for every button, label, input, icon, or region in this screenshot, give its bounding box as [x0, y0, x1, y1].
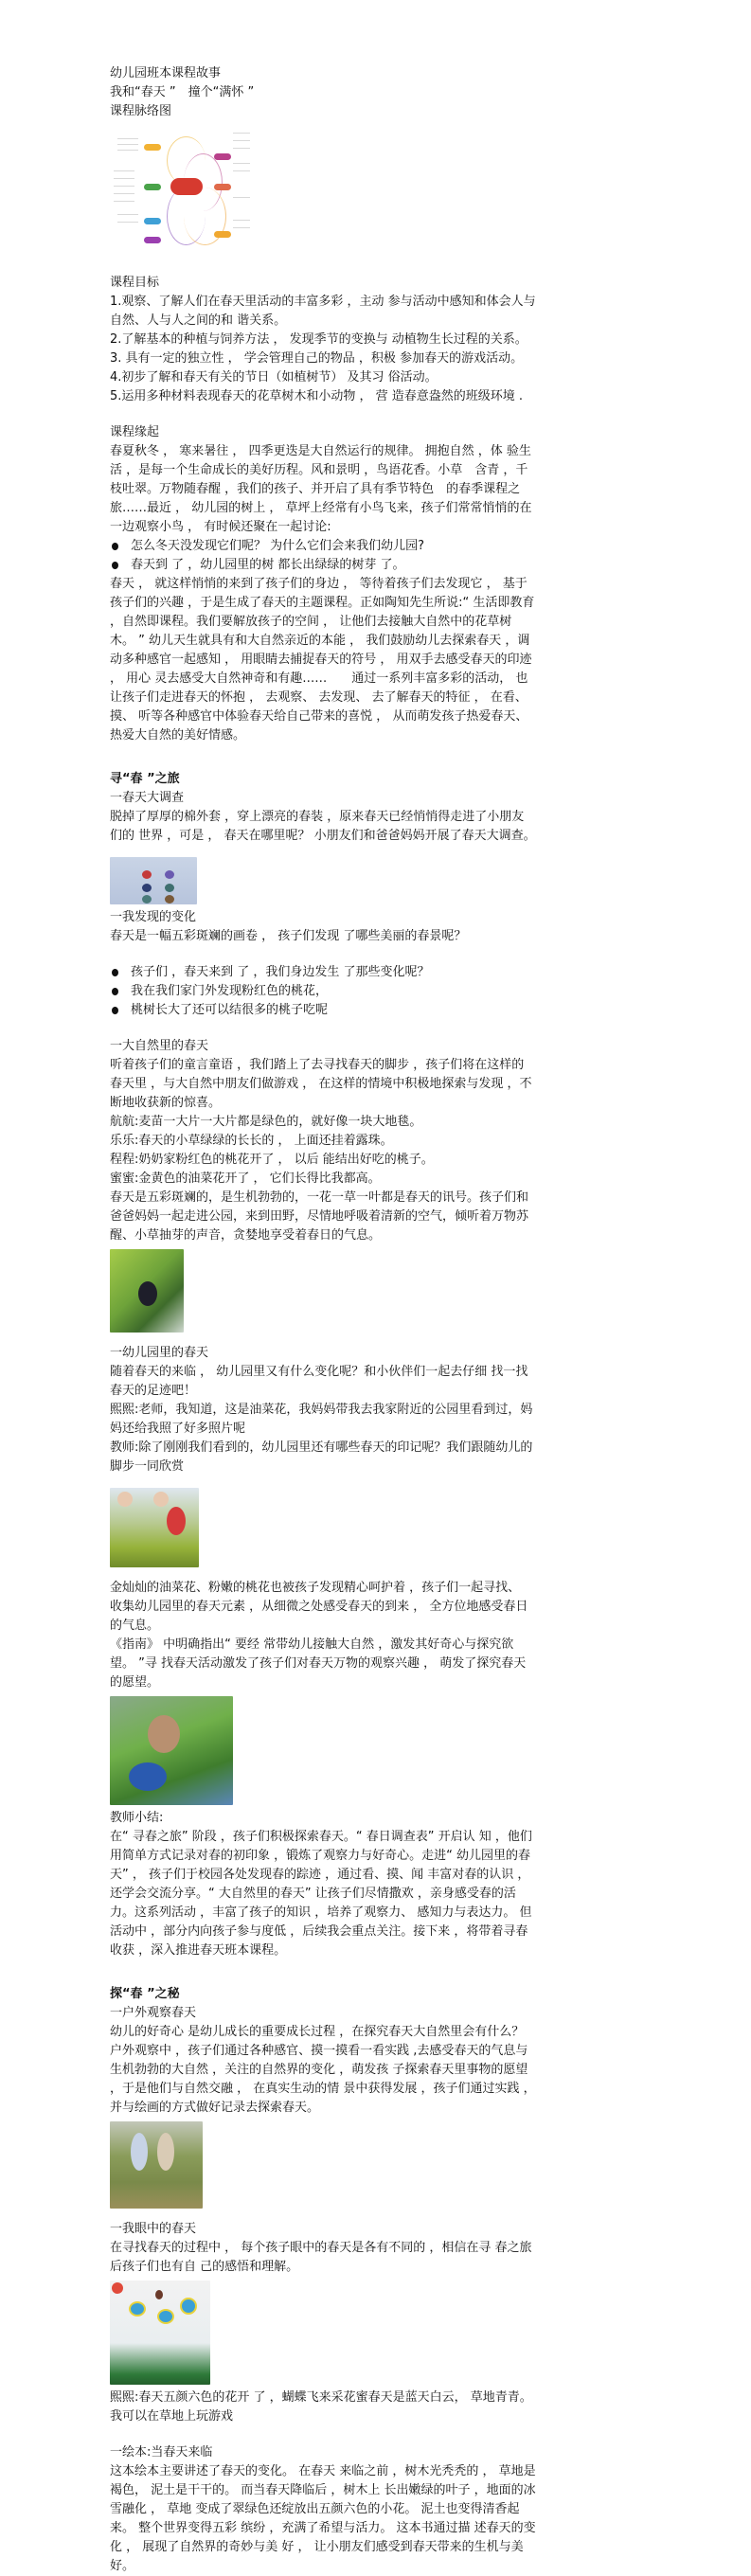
bullet-item: [110, 963, 536, 982]
child-figure: [117, 1492, 133, 1507]
paragraph: 在寻找春天的过程中 ， 每个孩子眼中的春天是各有不同的 ，相信在寻 春之旅后孩子们也有自 己的感悟和理解。: [110, 2241, 532, 2274]
goal-item: 5.运用多种材料表现春天的花草树木和小动物 ， 营 造春意盎然的班级环境 .: [110, 389, 524, 403]
leaf-line: [117, 150, 138, 151]
paragraph: 随着春天的来临 ， 幼儿园里又有什么变化呢？和小伙伴们一起去仔细 找一找春天的足迹吧！: [110, 1365, 528, 1398]
sun-drawing: [112, 2282, 123, 2294]
leaf-line: [233, 227, 250, 228]
child-figure: [129, 1762, 167, 1791]
child-figure: [157, 2133, 174, 2171]
goal-item: 1.观察、了解人们在春天里活动的丰富多彩 ，主动 参与活动中感知和体会人与自然、人与人之间的和 谐关系。: [110, 295, 536, 328]
bullet-icon: [112, 543, 118, 550]
course-title: 我和“春天 ” 撞个“满怀 ”: [110, 85, 255, 99]
child-figure: [138, 1281, 157, 1306]
bullet-icon: [112, 562, 118, 569]
child-quote: 程程:奶奶家粉红色的桃花开了 ， 以后 能结出好吃的桃子。: [110, 1153, 434, 1167]
leaf-line: [114, 193, 134, 194]
leaf-line: [233, 140, 250, 141]
mind-map-node: [214, 231, 231, 238]
paragraph: 脱掉了厚厚的棉外套 ，穿上漂亮的春装 ，原来春天已经悄悄得走进了小朋友们的 世界 ，可是 ， 春天在哪里呢？ 小朋友们和爸爸妈妈开展了春天大调查。: [110, 810, 536, 843]
origin-heading: 课程缘起: [110, 425, 160, 439]
subheading: 一春天大调查: [110, 791, 185, 805]
butterfly-drawing: [129, 2301, 146, 2317]
origin-paragraph: 春夏秋冬 ， 寒来暑往 ， 四季更迭是大自然运行的规律。 拥抱自然 ，体 验生活 ，是每一个生命成长的美好历程。风和景明 ，鸟语花香。小草 含青 ，千枝吐翠。万物随春醒 ，我们的孩子、并开启了具有季节特色 的春季课程之旅……最近 ， 幼儿园的树上 ， 草坪上经常有小鸟飞来，孩子们常常悄悄的在一边观察小鸟 ， 有时候还聚在一起讨论:: [110, 444, 532, 534]
section-heading: 探“春 ”之秘: [110, 1987, 180, 2001]
leaf-line: [117, 222, 138, 223]
child-quote: 乐乐:春天的小草绿绿的长长的 ， 上面还挂着露珠。: [110, 1134, 393, 1148]
flower-drawing: [142, 870, 152, 879]
leaf-line: [117, 214, 138, 215]
child-figure: [167, 1507, 186, 1535]
leaf-line: [233, 220, 250, 221]
leaf-line: [114, 186, 134, 187]
leaf-line: [233, 163, 250, 164]
paragraph: 金灿灿的油菜花、粉嫩的桃花也被孩子发现精心呵护着 ，孩子们一起寻找、 收集幼儿园里的春天元素 ，从细微之处感受春天的到来 ， 全方位地感受春日的气息。: [110, 1581, 528, 1633]
doc-title: 幼儿园班本课程故事: [110, 66, 222, 80]
subheading: 一大自然里的春天: [110, 1039, 209, 1053]
child-figure: [148, 1715, 180, 1753]
child-in-park-photo: [110, 1249, 184, 1333]
mind-map-node: [214, 184, 231, 190]
bullet-item: [110, 537, 536, 556]
map-caption: 课程脉络图: [110, 104, 172, 118]
paragraph: 春天是五彩斑斓的，是生机勃勃的，一花一草一叶都是春天的讯号。孩子们和爸爸妈妈一起走进公园，来到田野，尽情地呼吸着清新的空气，倾听着万物苏醒、小草抽芽的声音，贪婪地享受着春日的气息。: [110, 1190, 529, 1243]
child-quote: 熙熙:春天五颜六色的花开 了 ，蝴蝶飞来采花蜜春天是蓝天白云， 草地青青。 我可以在草地上玩游戏: [110, 2390, 532, 2424]
children-among-rapeseed-flowers-photo: [110, 1488, 199, 1567]
mind-map-node: [144, 144, 161, 151]
summary-label: 教师小结:: [110, 1811, 164, 1825]
leaf-line: [233, 170, 250, 171]
leaf-line: [117, 144, 138, 145]
child-quote: 航航:麦苗一大片一大片都是绿色的，就好像一块大地毯。: [110, 1115, 422, 1129]
bullet-icon: [112, 988, 118, 995]
leaf-line: [117, 138, 138, 139]
children-observing-plants-photo: [110, 1696, 233, 1805]
flower-drawing: [165, 870, 174, 879]
leaf-line: [114, 201, 134, 202]
mind-map-image: [110, 125, 252, 253]
teacher-quote: 教师:除了刚刚我们看到的，幼儿园里还有哪些春天的印记呢？我们跟随幼儿的脚步一同欣赏: [110, 1440, 533, 1474]
child-quote: 熙熙:老师，我知道，这是油菜花，我妈妈带我去我家附近的公园里看到过，妈妈还给我照了好多照片呢: [110, 1403, 533, 1436]
paragraph: 听着孩子们的童言童语 ，我们踏上了去寻找春天的脚步 ，孩子们将在这样的春天里 ，与大自然中朋友们做游戏 ， 在这样的情境中积极地探索与发现 ，不断地收获新的惊喜。: [110, 1058, 532, 1110]
butterfly-drawing: [157, 2309, 174, 2324]
drawing-detail: [155, 2290, 163, 2299]
leaf-line: [114, 170, 134, 171]
flower-drawing: [165, 895, 174, 903]
children-drawing-outdoors-photo: [110, 2121, 203, 2209]
spring-survey-sheet-photo: [110, 857, 197, 904]
bullet-item: [110, 1001, 536, 1020]
children-spring-drawing-photo: [110, 2281, 210, 2385]
section-heading: 寻“春 ”之旅: [110, 772, 180, 786]
child-figure: [131, 2133, 148, 2171]
flower-drawing: [165, 884, 174, 892]
goal-item: 4.初步了解和春天有关的节日（如植树节） 及其习 俗活动。: [110, 370, 438, 385]
butterfly-drawing: [180, 2298, 197, 2315]
bullet-item: [110, 556, 536, 575]
bullet-text: 桃树长大了还可以结很多的桃子吃呢: [131, 1003, 329, 1017]
subheading: 一我发现的变化: [110, 910, 197, 924]
bullet-text: 孩子们 ，春天来到 了 ，我们身边发生 了那些变化呢？: [131, 965, 430, 979]
origin-bullets: [110, 537, 536, 575]
bullet-text: 怎么冬天没发现它们呢？ 为什么它们会来我们幼儿园?: [131, 539, 425, 553]
leaf-line: [114, 178, 134, 179]
mind-map-node: [144, 184, 161, 190]
bullet-item: [110, 982, 536, 1001]
paragraph: 《指南》 中明确指出“ 要经 常带幼儿接触大自然 ，激发其好奇心与探究欲望。 ”寻 找春天活动激发了孩子们对春天万物的观察兴趣 ， 萌发了探究春天的愿望。: [110, 1637, 527, 1690]
mind-map-node: [214, 153, 231, 160]
leaf-line: [233, 197, 250, 198]
document-page: [110, 64, 536, 2576]
paragraph: 春天是一幅五彩斑斓的画卷 ， 孩子们发现 了哪些美丽的春景呢？: [110, 929, 467, 943]
goals-heading: 课程目标: [110, 276, 160, 290]
subheading: 一绘本:当春天来临: [110, 2445, 213, 2460]
leaf-line: [233, 133, 250, 134]
goal-item: 2.了解基本的种植与饲养方法 ， 发现季节的变换与 动植物生长过程的关系。: [110, 332, 527, 347]
paragraph: 幼儿的好奇心 是幼儿成长的重要成长过程 ，在探究春天大自然里会有什么？ 户外观察中 ，孩子们通过各种感官、摸一摸看一看实践 ,去感受春天的气息与生机勃勃的大自然 ，关注的自然界的变化 ，萌发孩 子探索春天里事物的愿望 ，于是他们与自然交融 ， 在真实生动的情 景中获得发展 ，孩子们通过实践 ，并与绘画的方式做好记录去探索春天。: [110, 2025, 536, 2115]
summary-paragraph: 在“ 寻春之旅” 阶段 ，孩子们积极探索春天。“ 春日调查表” 开启认 知 ，他们用简单方式记录对春的初印象 ，锻炼了观察力与好奇心。走进“ 幼儿园里的春天” ， 孩子们于校园各处发现春的踪迹 ，通过看、摸、闻 丰富对春的认识 ，还学会交流分享。“ 大自然里的春天” 让孩子们尽情撒欢 ，亲身感受春的活力。这系列活动 ，丰富了孩子的知识 ，培养了观察力、 感知力与表达力。 但活动中 ，部分内向孩子参与度低 ，后续我会重点关注。接下来 ，将带着寻春收获 ，深入推进春天班本课程。: [110, 1830, 532, 1958]
bullet-icon: [112, 1007, 118, 1014]
leaf-line: [233, 148, 250, 149]
subheading: 一户外观察春天: [110, 2006, 197, 2020]
bullet-text: 我在我们家门外发现粉红色的桃花，: [131, 984, 329, 998]
mind-map-node: [144, 218, 161, 224]
goal-item: 3. 具有一定的独立性 ， 学会管理自己的物品 ，积极 参加春天的游戏活动。: [110, 351, 524, 366]
flower-drawing: [142, 884, 152, 892]
subheading: 一幼儿园里的春天: [110, 1346, 209, 1360]
bullet-text: 春天到 了 ，幼儿园里的树 都长出绿绿的树芽 了。: [131, 558, 405, 572]
mind-map-node: [144, 237, 161, 243]
subheading: 一我眼中的春天: [110, 2222, 197, 2236]
paragraph: 这本绘本主要讲述了春天的变化。 在春天 来临之前 ，树木光秃秃的 ， 草地是褐色， 泥土是干干的。 而当春天降临后 ，树木上 长出嫩绿的叶子 ，地面的冰雪融化 ， 草地 变成了翠绿色还绽放出五颜六色的小花。 泥土也变得清香起来。 整个世界变得五彩 缤纷 ，充满了希望与活力。 这本书通过描 述春天的变化 ， 展现了自然界的奇妙与美 好 ， 让小朋友们感受到春天带来的生机与美好。: [110, 2464, 536, 2573]
child-figure: [153, 1492, 169, 1507]
origin-paragraph: 春天 ， 就这样悄悄的来到了孩子们的身边 ， 等待着孩子们去发现它 ， 基于孩子们的兴趣 ，于是生成了春天的主题课程。正如陶知先生所说:“ 生活即教育 ，自然即课程。我们要解放孩子的空间 ， 让他们去接触大自然中的花草树木。 ” 幼儿天生就具有和大自然亲近的本能 ， 我们鼓励幼儿去探索春天 ，调动多种感官一起感知 ， 用眼睛去捕捉春天的符号 ， 用双手去感受春天的印迹 ， 用心 灵去感受大自然神奇和有趣…… 通过一系列丰富多彩的活动， 也让孩子们走进春天的怀抱 ， 去观察、 去发现、 去了解春天的特征 ， 在看、 摸、 听等各种感官中体验春天给自己带来的喜悦 ， 从而萌发孩子热爱春天、 热爱大自然的美好情感。: [110, 577, 535, 742]
mind-map-center-node: [170, 178, 203, 195]
flower-drawing: [142, 895, 152, 903]
changes-bullets: [110, 963, 536, 1020]
bullet-icon: [112, 969, 118, 976]
child-quote: 蜜蜜:金黄色的油菜花开了 ， 它们长得比我都高。: [110, 1172, 381, 1186]
